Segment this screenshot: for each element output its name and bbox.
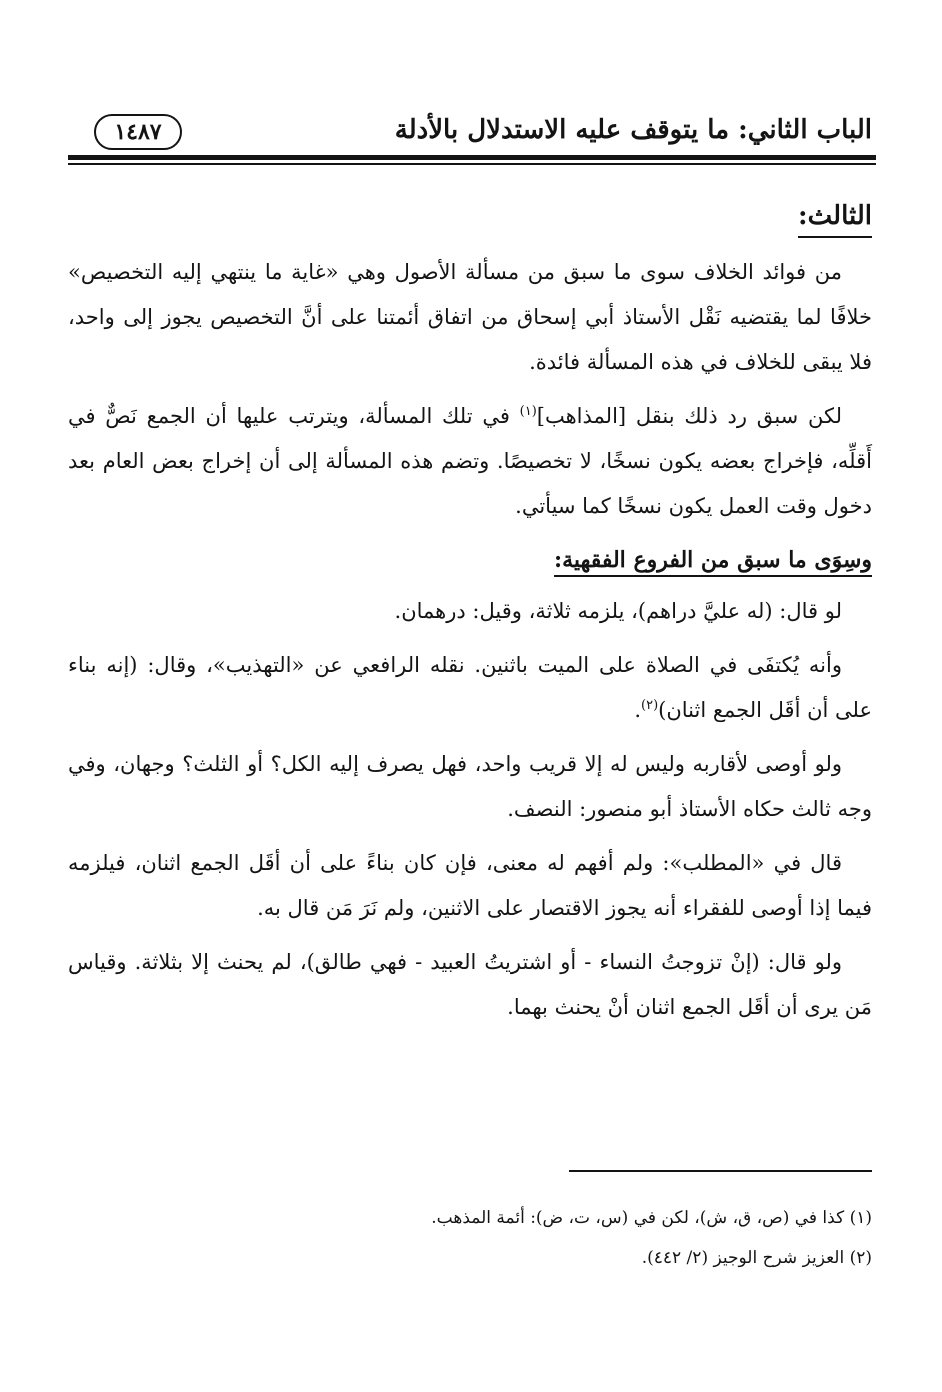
footnote-2: (٢) العزيز شرح الوجيز (٢/ ٤٤٢). [641, 1248, 872, 1268]
paragraph-4-text-b: . [634, 698, 641, 722]
paragraph-3-text: لو قال: (له عليَّ دراهم)، يلزمه ثلاثة، وقيل: درهمان. [394, 599, 842, 623]
paragraph-3 [68, 589, 872, 634]
header-rule-thin [68, 163, 876, 165]
paragraph-5-text: ولو أوصى لأقاربه وليس له إلا قريب واحد، فهل يصرف إليه الكل؟ أو الثلث؟ وجهان، وفي وجه ثالث حكاه الأستاذ أبو منصور: النصف. [68, 752, 872, 821]
footnote-ref-1[interactable]: (١) [519, 404, 537, 419]
page-body [68, 192, 872, 1039]
page-number: ١٤٨٧ [94, 114, 182, 150]
section-heading [68, 192, 872, 240]
paragraph-1-text: من فوائد الخلاف سوى ما سبق من مسألة الأصول وهي «غاية ما ينتهي إليه التخصيص» خلافًا لما يقتضيه نَقْل الأستاذ أبي إسحاق من اتفاق أئمتنا على أنَّ التخصيص يجوز إلى واحد، فلا يبقى للخلاف في هذه المسألة فائدة. [68, 260, 872, 374]
running-header [68, 110, 872, 154]
section-heading-text: الثالث: [798, 196, 872, 238]
paragraph-6-text: قال في «المطلب»: ولم أفهم له معنى، فإن كان بناءً على أن أقَل الجمع اثنان، فيلزمه فيما إذا أوصى للفقراء أنه يجوز الاقتصار على الاثنين، ولم نَرَ مَن قال به. [68, 851, 872, 920]
paragraph-4 [68, 643, 872, 733]
paragraph-4-text-a: وأنه يُكتفَى في الصلاة على الميت باثنين. نقله الرافعي عن «التهذيب»، وقال: (إنه بناء على أن أقَل الجمع اثنان) [68, 653, 872, 722]
paragraph-5 [68, 742, 872, 832]
paragraph-2 [68, 394, 872, 529]
paragraph-1 [68, 250, 872, 385]
paragraph-7-text: ولو قال: (إنْ تزوجتُ النساء - أو اشتريتُ العبيد - فهي طالق)، لم يحنث إلا بثلاثة. وقياس مَن يرى أن أقَل الجمع اثنان أنْ يحنث بهما. [68, 950, 872, 1019]
footnote-ref-2[interactable]: (٢) [641, 698, 659, 713]
paragraph-2-text-a: لكن سبق رد ذلك بنقل [المذاهب] [536, 404, 843, 428]
footnotes [68, 1198, 872, 1278]
paragraph-7 [68, 940, 872, 1030]
paragraph-6 [68, 841, 872, 931]
subheading [68, 538, 872, 583]
footnote-1: (١) كذا في (ص، ق، ش)، لكن في (س، ت، ض): أئمة المذهب. [431, 1208, 872, 1228]
chapter-title: الباب الثاني: ما يتوقف عليه الاستدلال بالأدلة [394, 115, 872, 145]
paragraph-2-text-b: في تلك المسألة، ويترتب عليها أن الجمع نَصٌّ في أَقلِّه، فإخراج بعضه يكون نسخًا، لا تخصيصًا. وتضم هذه المسألة إلى أن إخراج بعض العام بعد دخول وقت العمل يكون نسخًا كما سيأتي. [68, 404, 872, 518]
subheading-text: وسِوَى ما سبق من الفروع الفقهية: [554, 547, 872, 577]
footnote-separator [569, 1170, 872, 1172]
header-rule [68, 155, 876, 160]
